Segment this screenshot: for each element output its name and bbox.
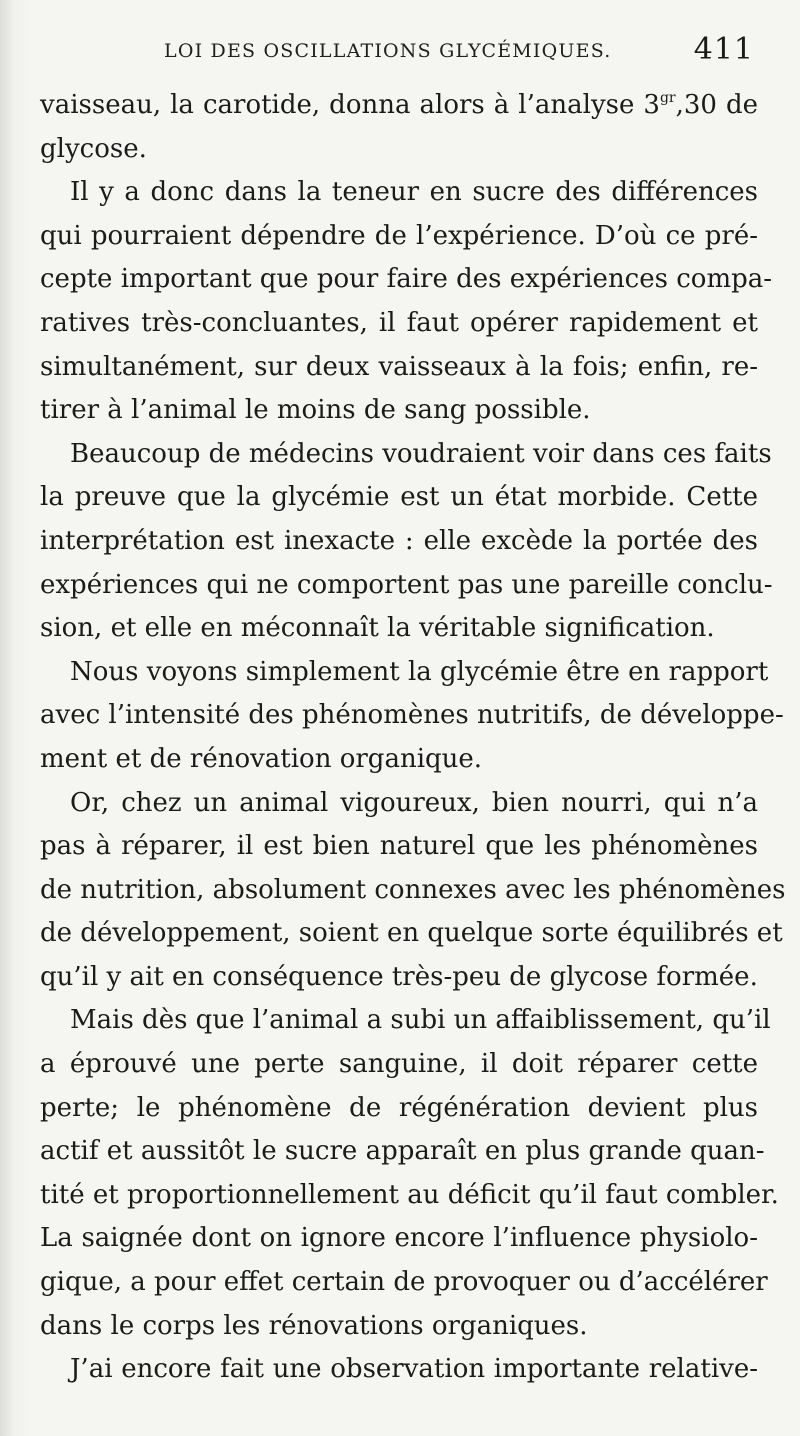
text-line [40,825,758,869]
text-line [40,694,784,738]
text-line-continuation: ,30 de [675,90,758,120]
text-line-content: perte; le phénomène de régénération devient plus [40,1092,758,1123]
text-line [40,1087,758,1131]
text-line-content: de développement, soient en quelque sorte équilibrés et [40,918,783,949]
text-line-content: La saignée dont on ignore encore l’influence physiolo- [40,1223,758,1254]
text-line-content: interprétation est inexacte : elle excède la portée des [40,525,758,556]
text-line-content: avec l’intensité des phénomènes nutritifs, de développe- [40,700,784,731]
text-line-content: simultanément, sur deux vaisseaux à la fois; enfin, re- [40,351,758,382]
text-line-content: de nutrition, absolument connexes avec les phénomènes [40,874,786,905]
text-line-content: vaisseau, la carotide, donna alors à l’analyse 3 [40,90,660,120]
text-line-content: dans le corps les rénovations organiques. [40,1310,588,1341]
text-line-content: ratives très-concluantes, il faut opérer rapidement et [40,307,758,338]
text-line-content: la preuve que la glycémie est un état morbide. Cette [40,482,758,513]
text-line [40,651,769,695]
text-line-content: cepte important que pour faire des expériences compa- [40,264,773,295]
text-line-content: a éprouvé une perte sanguine, il doit réparer cette [40,1049,758,1080]
text-line-content: qu’il y ait en conséquence très-peu de glycose formée. [40,961,758,992]
text-line [40,433,772,477]
text-line [40,1217,758,1261]
text-line-content: gique, a pour effet certain de provoquer ou d’accélérer [40,1267,768,1298]
text-line [40,258,773,302]
text-line [40,1174,779,1218]
text-line-content: Mais dès que l’animal a subi un affaiblissement, qu’il [70,1005,771,1036]
text-line-content: tité et proportionnellement au déficit qu’il faut combler. [40,1179,779,1210]
text-line [40,1348,758,1392]
text-line [40,738,758,782]
text-line [40,912,783,956]
text-line-content: Nous voyons simplement la glycémie être en rapport [70,656,769,687]
text-line [40,476,758,520]
text-line-content: tirer à l’animal le moins de sang possible. [40,395,591,426]
body-text [40,84,786,1392]
text-line-content: Beaucoup de médecins voudraient voir dans ces faits [70,438,772,469]
text-line [40,84,758,128]
text-line [40,869,786,913]
text-line [40,389,758,433]
text-line [40,999,771,1043]
text-line-content: actif et aussitôt le sucre apparaît en plus grande quan- [40,1136,765,1167]
page-number: 411 [693,32,754,67]
text-line-content: Or, chez un animal vigoureux, bien nourri, qui n’a [70,787,758,818]
text-line-content: ment et de rénovation organique. [40,743,483,774]
text-line [40,346,758,390]
text-line-content: pas à réparer, il est bien naturel que les phénomènes [40,831,758,862]
text-line [40,956,758,1000]
text-line-content: J’ai encore fait une observation importante relative- [70,1354,758,1385]
text-line-content: Il y a donc dans la teneur en sucre des différences [70,177,758,208]
text-line [40,782,758,826]
page-header [40,34,760,70]
text-line-content: qui pourraient dépendre de l’expérience. D’où ce pré- [40,220,758,251]
text-line [40,302,758,346]
text-line [40,1043,758,1087]
unit-superscript: gr [659,90,676,106]
text-line [40,1130,765,1174]
text-line [40,564,773,608]
text-line-content: sion, et elle en méconnaît la véritable signification. [40,613,715,644]
text-line [40,128,758,172]
text-line-content: glycose. [40,133,147,164]
text-line [40,171,758,215]
text-line [40,215,758,259]
text-line-content: expériences qui ne comportent pas une pareille conclu- [40,569,773,600]
text-line [40,607,758,651]
text-line [40,1261,768,1305]
text-line [40,1305,758,1349]
running-head: LOI DES OSCILLATIONS GLYCÉMIQUES. [164,40,612,62]
text-line [40,520,758,564]
